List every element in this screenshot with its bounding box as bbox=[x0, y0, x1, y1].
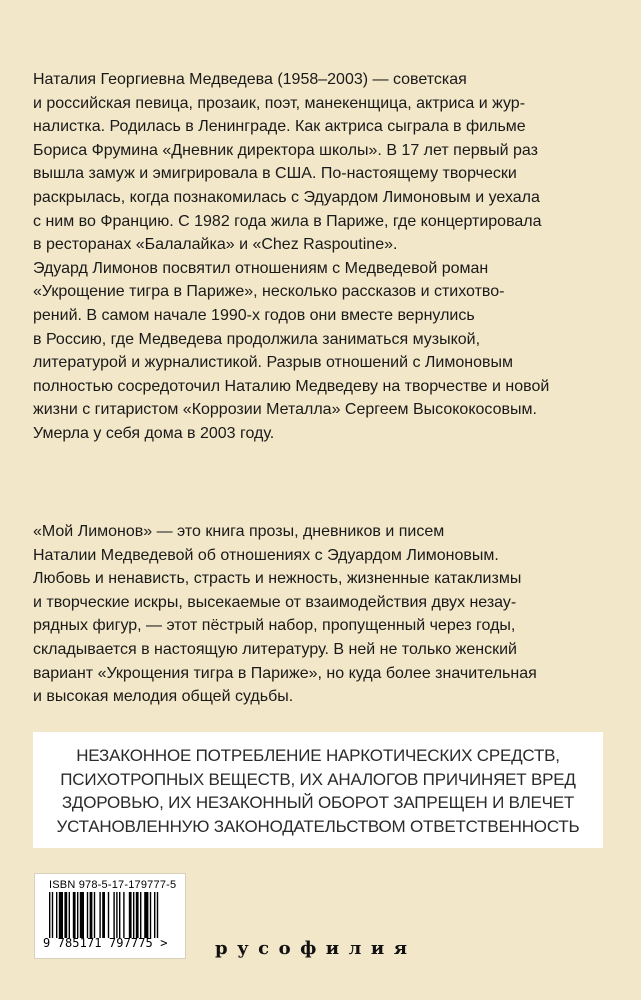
bio-line: Эдуард Лимонов посвятил отношениям с Медведевой роман bbox=[33, 259, 489, 277]
description-line: складывается в настоящую литературу. В ней не только женский bbox=[33, 640, 517, 658]
barcode-bar bbox=[49, 892, 50, 938]
description-line: и творческие искры, высекаемые от взаимодействия двух незау- bbox=[33, 593, 517, 611]
book-description-paragraph bbox=[33, 520, 608, 709]
description-line: Наталии Медведевой об отношениях с Эдуардом Лимоновым. bbox=[33, 546, 499, 564]
publisher-logo: русофилия bbox=[215, 938, 417, 959]
bio-line: в ресторанах «Балалайка» и «Chez Raspoutine». bbox=[33, 236, 398, 254]
author-bio-paragraph bbox=[33, 68, 608, 446]
barcode-bar bbox=[150, 892, 151, 938]
barcode-bar bbox=[69, 892, 70, 938]
bio-line: налистка. Родилась в Ленинграде. Как актриса сыграла в фильме bbox=[33, 118, 526, 136]
barcode-bar bbox=[129, 892, 132, 938]
barcode-bar bbox=[80, 892, 84, 938]
barcode-bar bbox=[64, 892, 67, 938]
isbn-label: ISBN 978-5-17-179777-5 bbox=[49, 879, 177, 891]
barcode-bar bbox=[144, 892, 148, 938]
barcode-bar bbox=[154, 892, 155, 938]
barcode-bar bbox=[94, 892, 95, 938]
bio-line: полностью сосредоточил Наталию Медведеву на творчестве и новой bbox=[33, 377, 550, 395]
barcode-bar bbox=[73, 892, 76, 938]
description-line: вариант «Укрощения тигра в Париже», но куда более значительная bbox=[33, 664, 537, 682]
bio-line: жизни с гитаристом «Коррозии Металла» Сергеем Высококосовым. bbox=[33, 401, 537, 419]
bio-line: с ним во Францию. С 1982 года жила в Париже, где концертировала bbox=[33, 212, 542, 230]
barcode-bar bbox=[99, 892, 100, 938]
warning-line: УСТАНОВЛЕННУЮ ЗАКОНОДАТЕЛЬСТВОМ ОТВЕТСТВЕННОСТЬ bbox=[56, 816, 580, 836]
barcode-bars bbox=[49, 892, 173, 938]
barcode-bar bbox=[140, 892, 141, 938]
description-line: «Мой Лимонов» — это книга прозы, дневников и писем bbox=[33, 523, 445, 540]
barcode-bar bbox=[113, 892, 114, 938]
barcode-bar bbox=[136, 892, 139, 938]
bio-line: и российская певица, прозаик, поэт, манекенщица, актриса и жур- bbox=[33, 94, 526, 112]
barcode-bar bbox=[119, 892, 120, 938]
barcode-bar bbox=[77, 892, 78, 938]
isbn-barcode bbox=[34, 873, 186, 959]
description-line: Любовь и ненависть, страсть и нежность, жизненные катаклизмы bbox=[33, 570, 522, 588]
warning-line: ПСИХОТРОПНЫХ ВЕЩЕСТВ, ИХ АНАЛОГОВ ПРИЧИНЯЕТ ВРЕД bbox=[60, 769, 576, 789]
bio-line: «Укрощение тигра в Париже», несколько рассказов и стихотво- bbox=[33, 283, 505, 301]
barcode-bar bbox=[157, 892, 158, 938]
barcode-bar bbox=[56, 892, 57, 938]
bio-line: в Россию, где Медведева продолжила заниматься музыкой, bbox=[33, 330, 481, 348]
barcode-bar bbox=[90, 892, 93, 938]
barcode-bar bbox=[87, 892, 88, 938]
barcode-bar bbox=[102, 892, 105, 938]
bio-line: литературой и журналистикой. Разрыв отношений с Лимоновым bbox=[33, 354, 513, 372]
barcode-bar bbox=[59, 892, 63, 938]
bio-line: вышла замуж и эмигрировала в США. По-настоящему творчески bbox=[33, 165, 517, 183]
drug-warning-box bbox=[33, 732, 603, 848]
barcode-bar bbox=[52, 892, 53, 938]
description-line: рядных фигур, — этот пёстрый набор, пропущенный через годы, bbox=[33, 617, 516, 635]
warning-line: НЕЗАКОННОЕ ПОТРЕБЛЕНИЕ НАРКОТИЧЕСКИХ СРЕДСТВ, bbox=[76, 746, 560, 765]
barcode-bar bbox=[116, 892, 117, 938]
bio-line: Бориса Фрумина «Дневник директора школы». В 17 лет первый раз bbox=[33, 141, 538, 159]
warning-line: ЗДОРОВЬЮ, ИХ НЕЗАКОННЫЙ ОБОРОТ ЗАПРЕЩЕН И ВЛЕЧЕТ bbox=[61, 793, 575, 812]
bio-line: Наталия Георгиевна Медведева (1958–2003) — советская bbox=[33, 71, 467, 88]
bio-line: раскрылась, когда познакомилась с Эдуардом Лимоновым и уехала bbox=[33, 188, 540, 206]
description-line: и высокая мелодия общей судьбы. bbox=[33, 688, 294, 706]
barcode-bar bbox=[123, 892, 124, 938]
barcode-digits: 9 785171 797775 > bbox=[43, 936, 168, 950]
barcode-bar bbox=[133, 892, 134, 938]
bio-line: рений. В самом начале 1990-х годов они вместе вернулись bbox=[33, 306, 475, 324]
bio-line: Умерла у себя дома в 2003 году. bbox=[33, 424, 275, 442]
barcode-bar bbox=[108, 892, 109, 938]
